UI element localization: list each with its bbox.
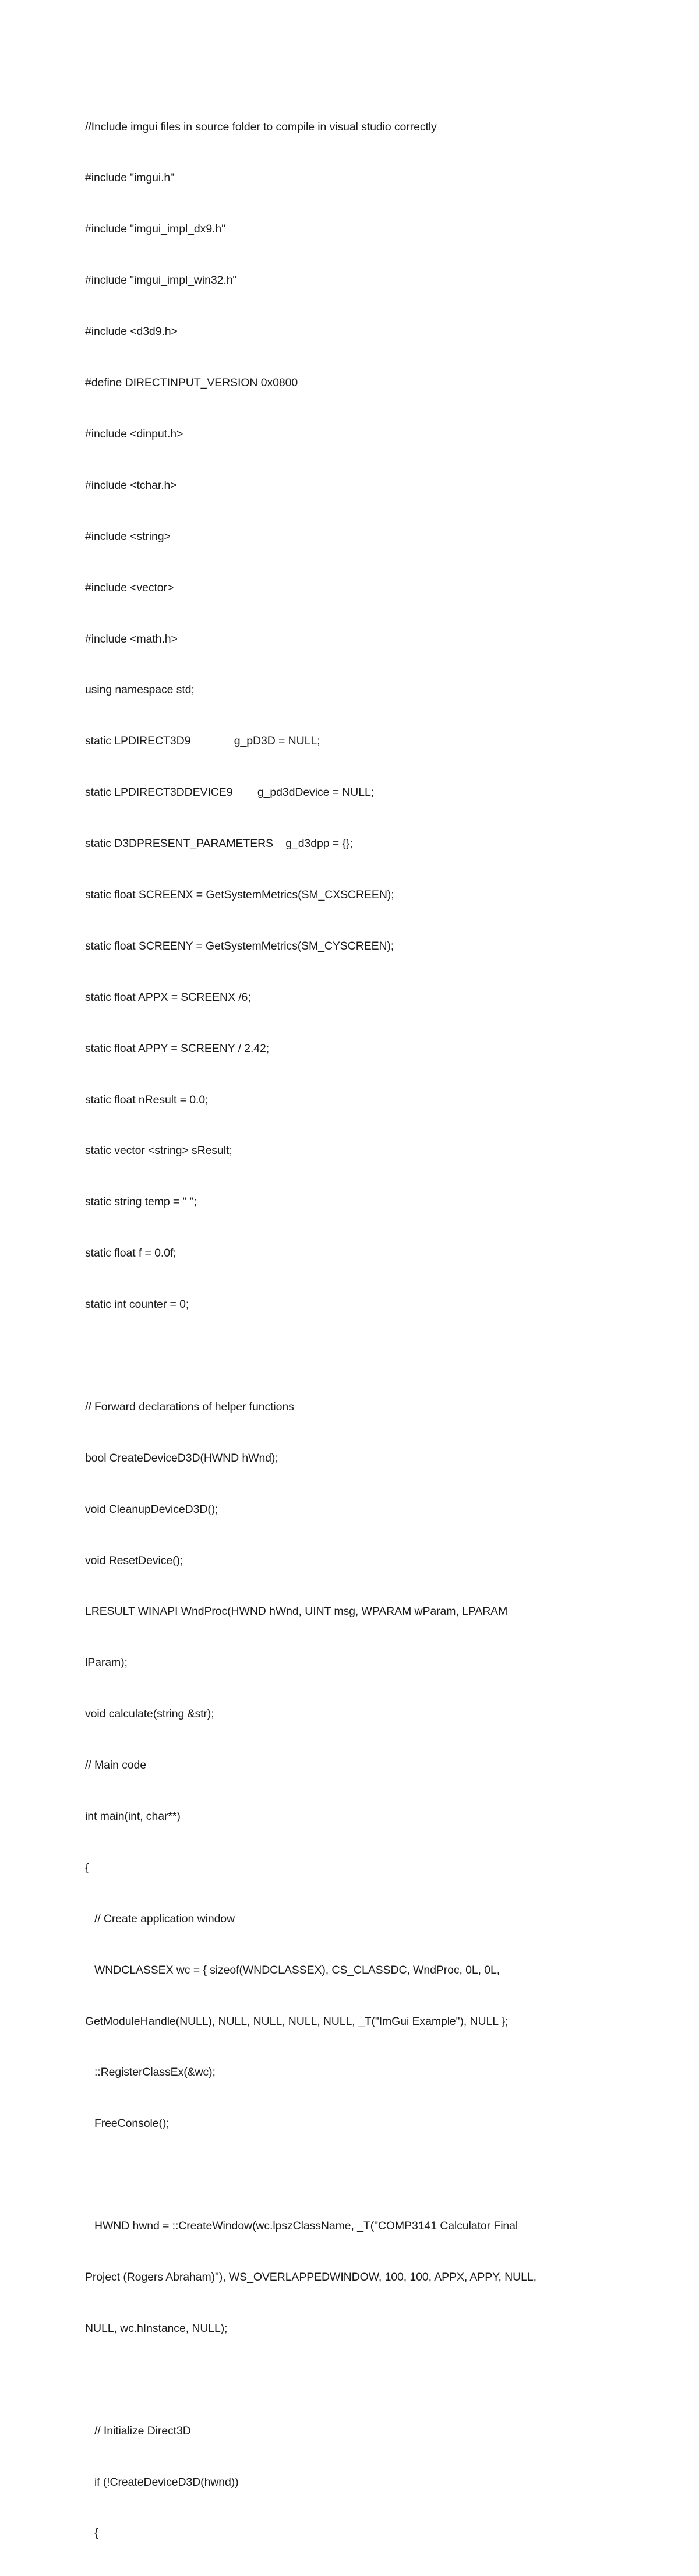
code-line: #include "imgui_impl_dx9.h" [85, 223, 225, 236]
code-line: void CleanupDeviceD3D(); [85, 1502, 218, 1516]
code-line: #include <string> [85, 530, 171, 543]
code-line: using namespace std; [85, 683, 195, 697]
code-line: static D3DPRESENT_PARAMETERS g_d3dpp = {}; [85, 837, 353, 851]
blank-line [85, 2372, 627, 2388]
code-line: { [85, 1861, 89, 1874]
code-line: { [85, 2526, 98, 2540]
code-line: static vector <string> sResult; [85, 1144, 232, 1158]
code-line: //Include imgui files in source folder to compile in visual studio correctly [85, 120, 437, 133]
code-line: int main(int, char**) [85, 1809, 181, 1823]
code-line: #include <dinput.h> [85, 427, 183, 440]
code-line: static float f = 0.0f; [85, 1247, 176, 1260]
code-line: static float APPX = SCREENX /6; [85, 990, 251, 1004]
code-line: bool CreateDeviceD3D(HWND hWnd); [85, 1451, 278, 1465]
code-line: ::RegisterClassEx(&wc); [85, 2066, 216, 2079]
code-line: static LPDIRECT3D9 g_pD3D = NULL; [85, 735, 320, 748]
code-line: #define DIRECTINPUT_VERSION 0x0800 [85, 376, 298, 390]
code-line: #include <tchar.h> [85, 478, 177, 492]
code-line: GetModuleHandle(NULL), NULL, NULL, NULL, NULL, _T("ImGui Example"), NULL }; [85, 2014, 509, 2028]
code-line: static float SCREENX = GetSystemMetrics(SM_CXSCREEN); [85, 888, 394, 901]
blank-line [85, 2166, 627, 2183]
code-line: #include "imgui_impl_win32.h" [85, 274, 237, 287]
code-line: #include <d3d9.h> [85, 325, 178, 338]
code-line: static LPDIRECT3DDEVICE9 g_pd3dDevice = NULL; [85, 786, 375, 799]
code-listing [85, 84, 627, 2576]
code-line: NULL, wc.hInstance, NULL); [85, 2321, 228, 2335]
code-line: #include <math.h> [85, 632, 178, 645]
code-line: // Initialize Direct3D [85, 2424, 191, 2437]
code-line: static string temp = " "; [85, 1195, 197, 1209]
code-line: // Create application window [85, 1912, 235, 1925]
code-line: static float APPY = SCREENY / 2.42; [85, 1042, 270, 1055]
code-line: if (!CreateDeviceD3D(hwnd)) [85, 2475, 239, 2489]
code-line: static int counter = 0; [85, 1298, 189, 1311]
code-line: static float nResult = 0.0; [85, 1093, 209, 1106]
code-line: lParam); [85, 1656, 128, 1670]
code-line: // Main code [85, 1759, 147, 1772]
code-line: static float SCREENY = GetSystemMetrics(SM_CYSCREEN); [85, 939, 394, 952]
code-line: WNDCLASSEX wc = { sizeof(WNDCLASSEX), CS_CLASSDC, WndProc, 0L, 0L, [85, 1963, 500, 1977]
code-line: #include <vector> [85, 581, 174, 594]
code-line: FreeConsole(); [85, 2117, 170, 2130]
code-line: void calculate(string &str); [85, 1707, 214, 1721]
code-line: void ResetDevice(); [85, 1554, 183, 1567]
code-line: HWND hwnd = ::CreateWindow(wc.lpszClassName, _T("COMP3141 Calculator Final [85, 2219, 518, 2233]
code-line: Project (Rogers Abraham)"), WS_OVERLAPPEDWINDOW, 100, 100, APPX, APPY, NULL, [85, 2271, 536, 2284]
blank-line [85, 1347, 627, 1364]
code-line: LRESULT WINAPI WndProc(HWND hWnd, UINT msg, WPARAM wParam, LPARAM [85, 1605, 508, 1618]
code-line: // Forward declarations of helper functions [85, 1400, 294, 1413]
code-line: #include "imgui.h" [85, 171, 174, 185]
